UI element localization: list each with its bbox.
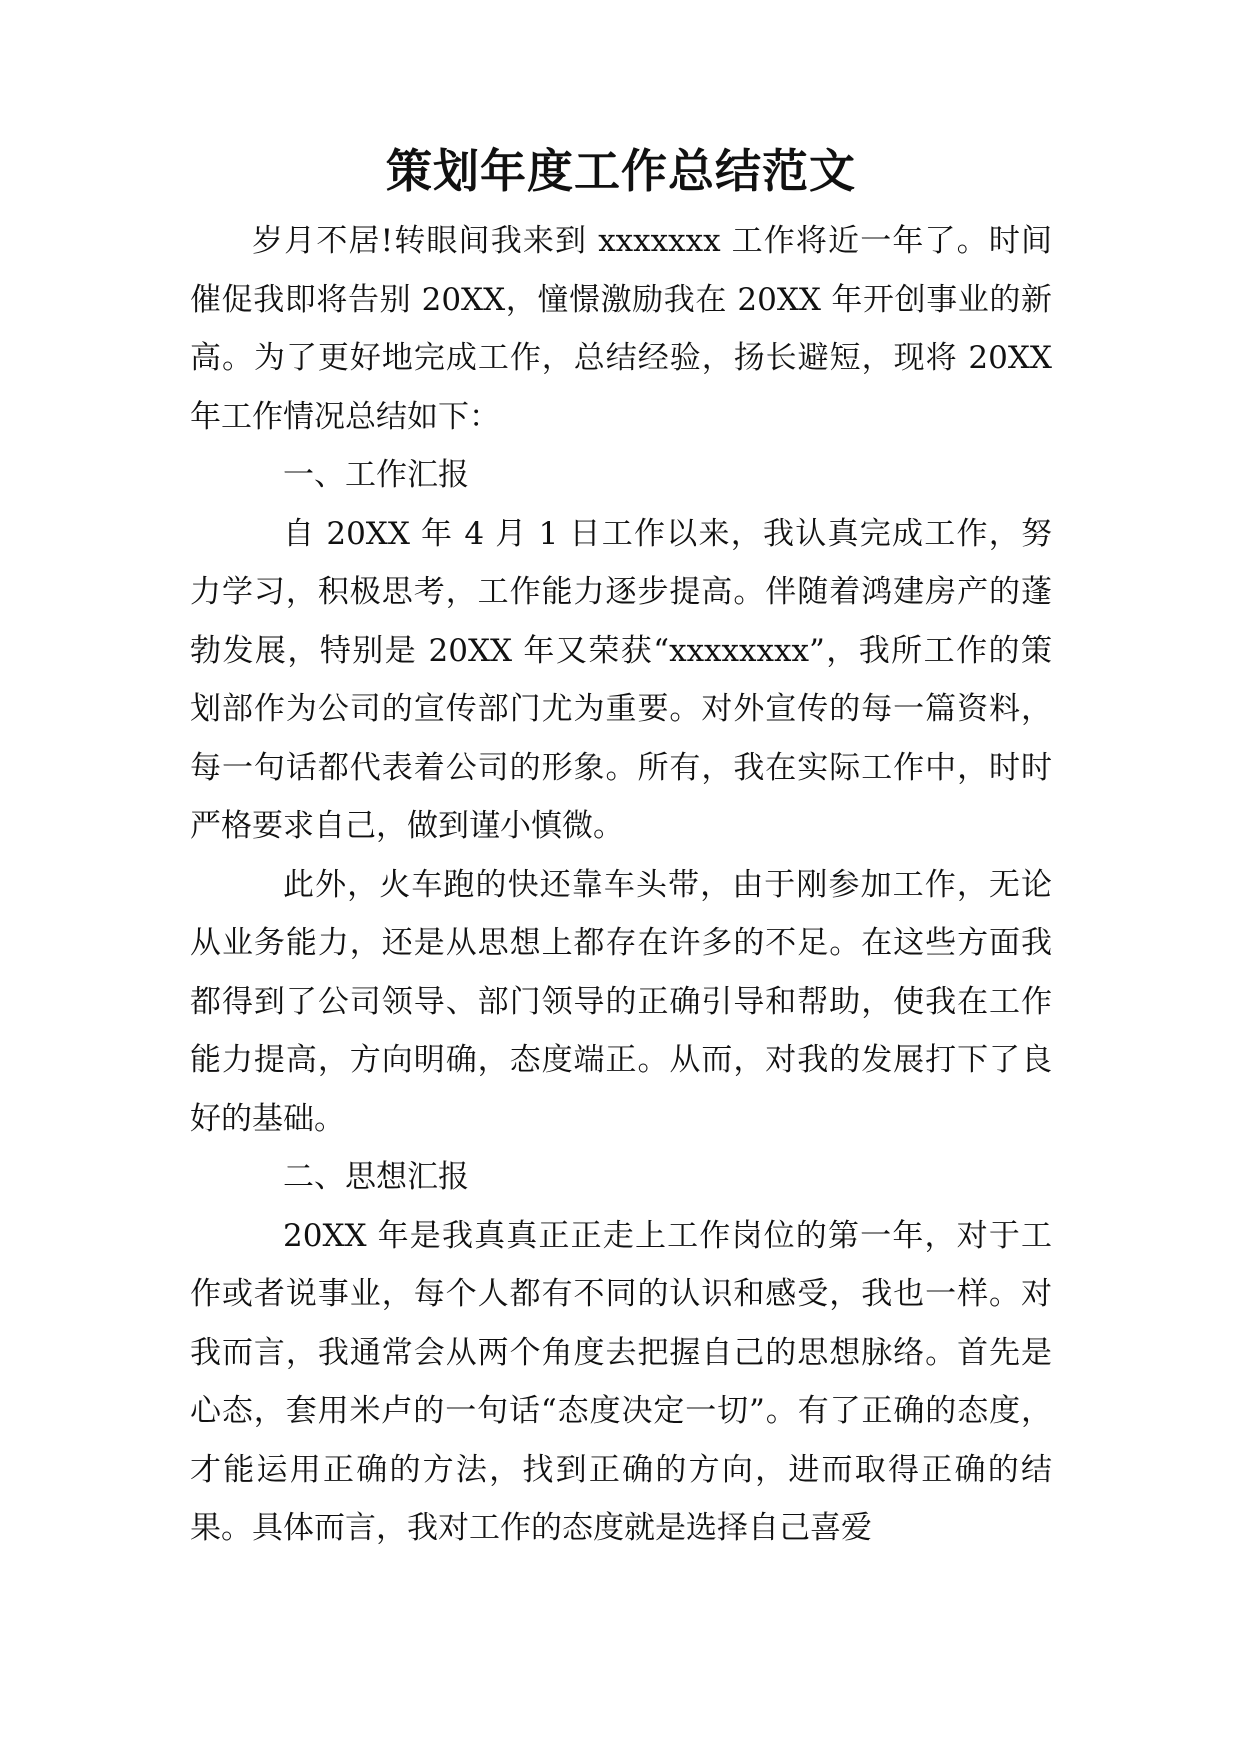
section-heading-thought-report: 二、思想汇报 xyxy=(283,1159,469,1195)
work-report-paragraph-1: 自 20XX 年 4 月 1 日工作以来，我认真完成工作，努力学习，积极思考，工作能力逐步提高。伴随着鸿建房产的蓬勃发展，特别是 20XX 年又荣获“xxxxxxxx”，我所工作的策划部作为公司的宣传部门尤为重要。对外宣传的每一篇资料，每一句话都代表着公司的形象。所有，我在实际工作中，时时严格要求自己，做到谨小慎微。 xyxy=(190,515,1052,844)
document-page xyxy=(190,140,1052,1558)
thought-report-paragraph: 20XX 年是我真真正正走上工作岗位的第一年，对于工作或者说事业，每个人都有不同的认识和感受，我也一样。对我而言，我通常会从两个角度去把握自己的思想脉络。首先是心态，套用米卢的一句话“态度决定一切”。有了正确的态度，才能运用正确的方法，找到正确的方向，进而取得正确的结果。具体而言，我对工作的态度就是选择自己喜爱 xyxy=(190,1217,1052,1546)
section-heading-work-report: 一、工作汇报 xyxy=(283,457,469,493)
work-report-paragraph-2: 此外，火车跑的快还靠车头带，由于刚参加工作，无论从业务能力，还是从思想上都存在许多的不足。在这些方面我都得到了公司领导、部门领导的正确引导和帮助，使我在工作能力提高，方向明确，态度端正。从而，对我的发展打下了良好的基础。 xyxy=(190,866,1052,1137)
document-title: 策划年度工作总结范文 xyxy=(386,144,856,198)
intro-paragraph: 岁月不居!转眼间我来到 xxxxxxx 工作将近一年了。时间催促我即将告别 20XX，憧憬激励我在 20XX 年开创事业的新高。为了更好地完成工作，总结经验，扬长避短，现将 20XX 年工作情况总结如下： xyxy=(190,223,1052,435)
